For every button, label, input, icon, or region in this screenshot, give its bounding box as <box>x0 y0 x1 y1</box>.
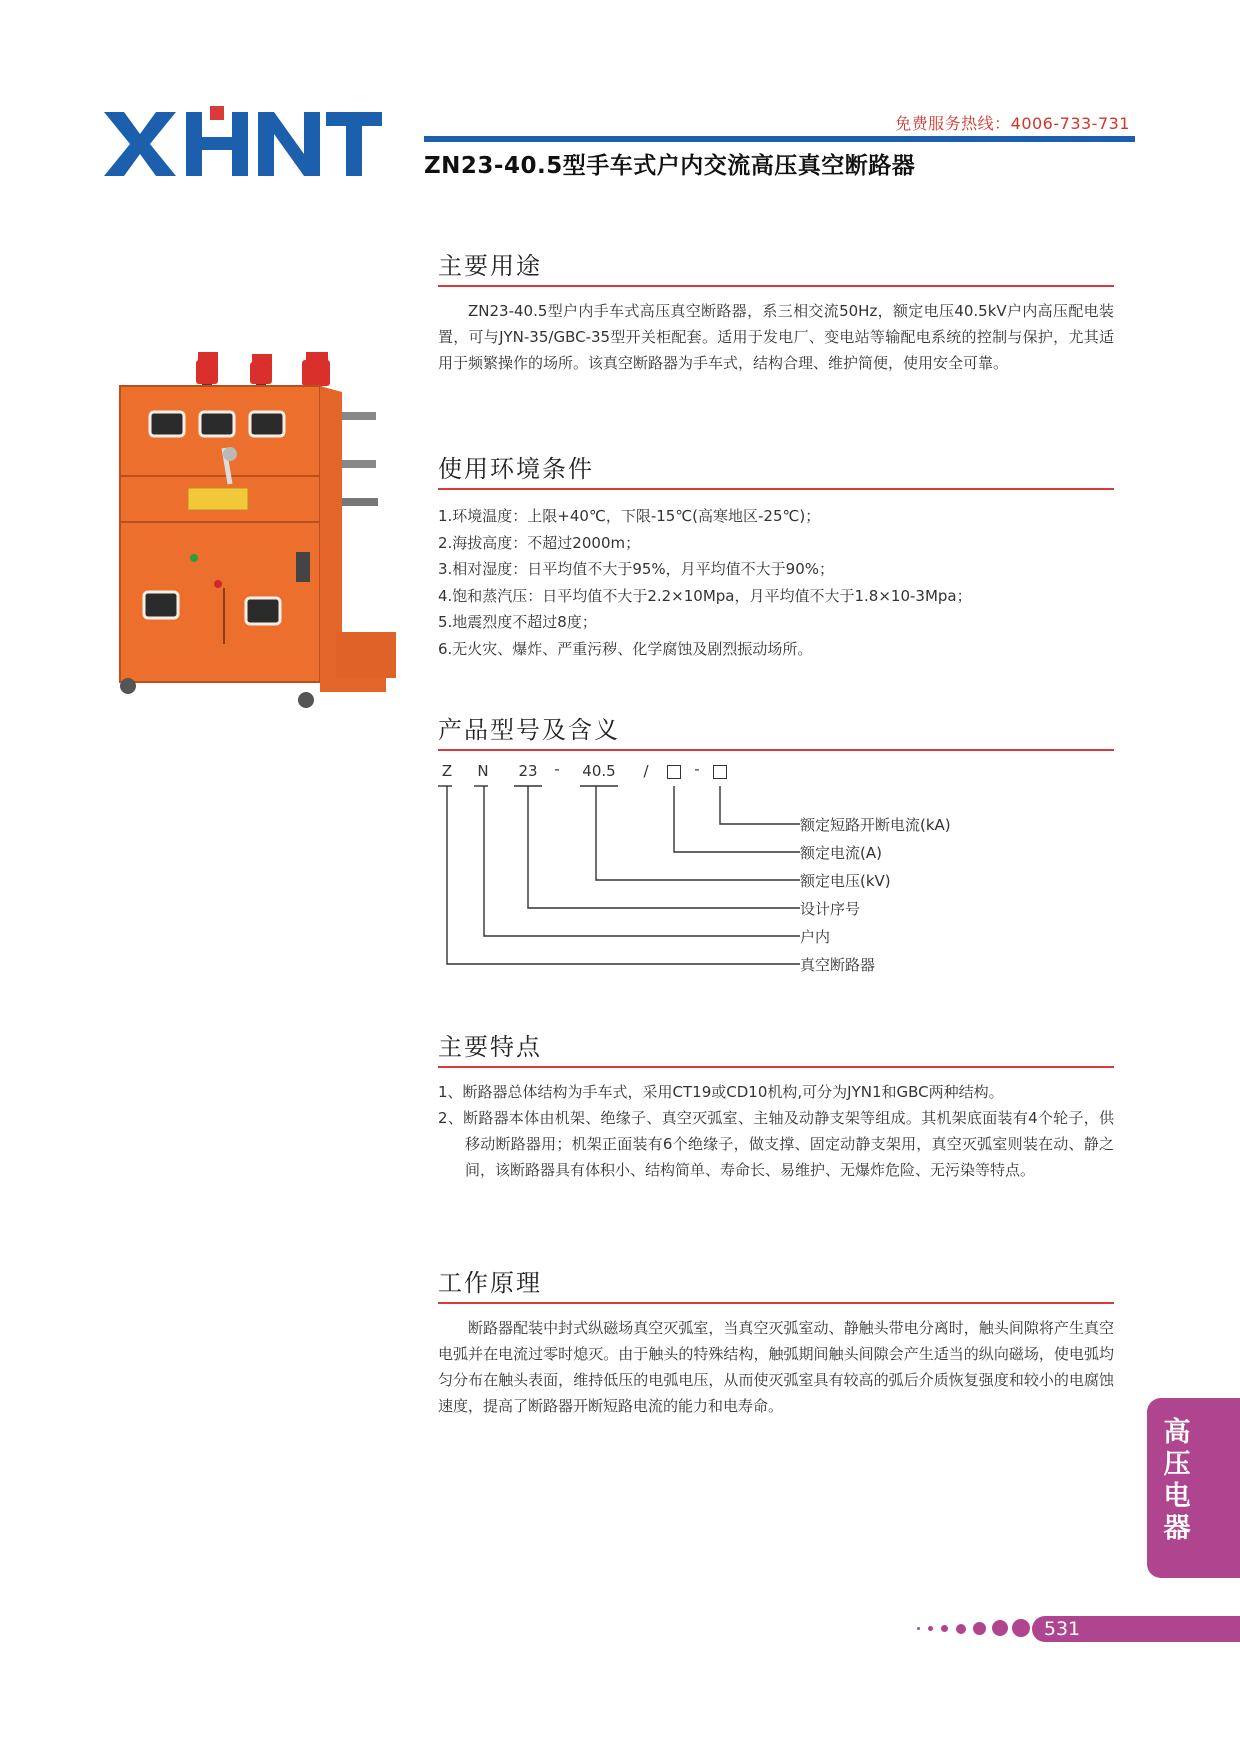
model-label-indoor: 户内 <box>800 928 831 946</box>
page-title: ZN23-40.5型手车式户内交流高压真空断路器 <box>424 153 916 179</box>
list-item: 5.地震烈度不超过8度； <box>438 613 597 631</box>
page-footer <box>910 1615 1240 1649</box>
model-designation-diagram <box>438 762 998 984</box>
list-item: 3.相对湿度：日平均值不大于95%，月平均值不大于90%； <box>438 560 834 578</box>
model-code-dash: - <box>554 760 560 778</box>
section-heading-purpose: 主要用途 <box>438 252 542 280</box>
product-photo <box>110 352 412 714</box>
list-item: 1.环境温度：上限+40℃，下限-15℃(高寒地区-25℃)； <box>438 507 821 525</box>
features-list <box>438 1079 1114 1183</box>
xhnt-logo <box>104 106 384 178</box>
section-heading-principle: 工作原理 <box>438 1269 542 1297</box>
decor-dot <box>956 1624 966 1634</box>
list-item: 2、断路器本体由机架、绝缘子、真空灭弧室、主轴及动静支架等组成。其机架底面装有4个轮子，供移动断路器用；机架正面装有6个绝缘子，做支撑、固定动静支架用，真空灭弧室则装在动、静之间，该断路器具有体积小、结构简单、寿命长、易维护、无爆炸危险、无污染等特点。 <box>438 1109 1114 1179</box>
list-item: 4.饱和蒸汽压：日平均值不大于2.2×10Mpa，月平均值不大于1.8×10-3Mpa； <box>438 586 972 605</box>
model-label-rated-voltage: 额定电压(kV) <box>800 872 891 890</box>
decor-dot <box>928 1626 933 1631</box>
model-code-z: Z <box>441 762 453 780</box>
list-item: 6.无火灾、爆炸、严重污秽、化学腐蚀及剧烈振动场所。 <box>438 639 813 658</box>
model-code-slash: / <box>643 762 649 780</box>
section-rule <box>438 1302 1114 1304</box>
model-label-breaking-current: 额定短路开断电流(kA) <box>800 816 951 834</box>
side-tab-char: 高 <box>1163 1417 1191 1448</box>
model-code-series: 23 <box>518 762 538 780</box>
current-placeholder-box <box>667 765 681 779</box>
environment-list <box>438 503 1114 662</box>
model-label-rated-current: 额定电流(A) <box>800 844 882 862</box>
section-rule <box>438 488 1114 490</box>
purpose-text: ZN23-40.5型户内手车式高压真空断路器，系三相交流50Hz，额定电压40.5kV户内高压配电装置，可与JYN-35/GBC-35型开关柜配套。适用于发电厂、变电站等输配电系统的控制与保护，尤其适用于频繁操作的场所。该真空断路器为手车式，结构合理、维护简便，使用安全可靠。 <box>438 302 1114 372</box>
section-rule <box>438 285 1114 287</box>
list-item: 2.海拔高度：不超过2000m； <box>438 533 641 552</box>
section-principle <box>438 1266 1114 1419</box>
vacuum-circuit-breaker-photo <box>110 352 412 714</box>
side-tab-char: 压 <box>1163 1449 1191 1480</box>
model-label-vacuum-breaker: 真空断路器 <box>800 956 876 974</box>
section-purpose <box>438 249 1114 376</box>
header-rule <box>424 136 1135 141</box>
breaking-current-placeholder-box <box>713 765 727 779</box>
category-side-tab <box>1147 1398 1240 1578</box>
section-heading-model: 产品型号及含义 <box>438 716 620 744</box>
section-model <box>438 713 1114 751</box>
page-number-pill <box>1032 1616 1240 1642</box>
model-code-dash: - <box>694 760 700 778</box>
side-tab-char: 器 <box>1163 1513 1191 1544</box>
section-features <box>438 1030 1114 1183</box>
decor-dot <box>973 1622 986 1635</box>
decor-dot <box>917 1627 920 1630</box>
model-code-voltage: 40.5 <box>582 762 616 780</box>
list-item: 1、断路器总体结构为手车式，采用CT19或CD10机构,可分为JYN1和GBC两种结构。 <box>438 1083 1004 1101</box>
decor-dot <box>1012 1619 1030 1637</box>
principle-text: 断路器配装中封式纵磁场真空灭弧室，当真空灭弧室动、静触头带电分离时，触头间隙将产生真空电弧并在电流过零时熄灭。由于触头的特殊结构，触弧期间触头间隙会产生适当的纵向磁场，使电弧均匀分布在触头表面，维持低压的电弧电压，从而使灭弧室具有较高的弧后介质恢复强度和较小的电腐蚀速度，提高了断路器开断短路电流的能力和电寿命。 <box>438 1319 1114 1415</box>
decor-dot <box>941 1625 948 1632</box>
xhnt-logo-graphic <box>104 106 384 178</box>
section-environment <box>438 452 1114 662</box>
model-label-design-number: 设计序号 <box>800 900 861 918</box>
page-number: 531 <box>1043 1618 1081 1640</box>
section-rule <box>438 1066 1114 1068</box>
section-rule <box>438 749 1114 751</box>
model-code-n: N <box>477 762 489 780</box>
side-tab-char: 电 <box>1163 1481 1191 1512</box>
model-leader-lines <box>438 762 998 984</box>
service-hotline: 免费服务热线：4006-733-731 <box>895 114 1130 133</box>
section-heading-features: 主要特点 <box>438 1033 542 1061</box>
section-heading-environment: 使用环境条件 <box>438 455 594 483</box>
decor-dot <box>992 1620 1008 1636</box>
